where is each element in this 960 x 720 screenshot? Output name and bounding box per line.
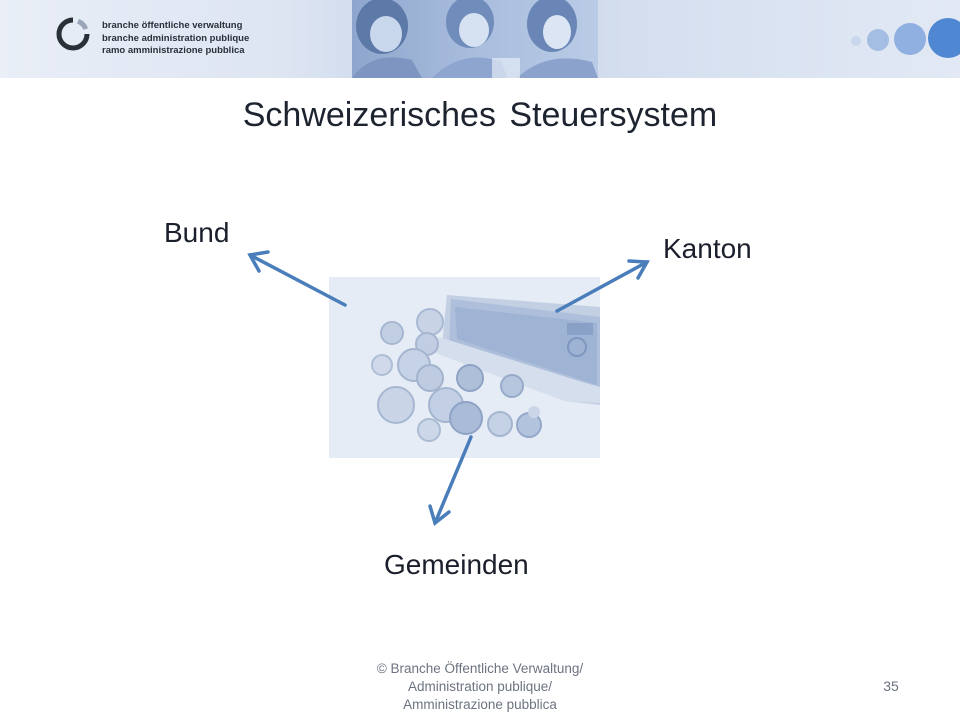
label-gemeinden: Gemeinden <box>384 549 529 580</box>
label-bund: Bund <box>164 217 230 248</box>
logo-line-fr: branche administration publique <box>102 32 250 44</box>
page-number: 35 <box>883 678 899 694</box>
slide-title: Schweizerisches Steuersystem <box>242 96 718 134</box>
decorative-dots-icon <box>848 14 960 64</box>
header-people-photo <box>352 0 598 78</box>
circular-logo-icon <box>56 17 90 51</box>
organization-logo-text <box>102 20 249 58</box>
label-kanton: Kanton <box>663 233 752 264</box>
copyright-line-1: © Branche Öffentliche Verwaltung/ <box>376 661 584 676</box>
header-banner <box>0 0 960 78</box>
money-photo <box>329 277 600 458</box>
copyright-line-2: Administration publique/ <box>407 679 553 694</box>
logo-line-it: ramo amministrazione pubblica <box>102 45 245 56</box>
footer-copyright <box>330 660 630 714</box>
copyright-line-3: Amministrazione pubblica <box>403 697 557 712</box>
logo-line-de: branche öffentliche verwaltung <box>102 20 243 31</box>
